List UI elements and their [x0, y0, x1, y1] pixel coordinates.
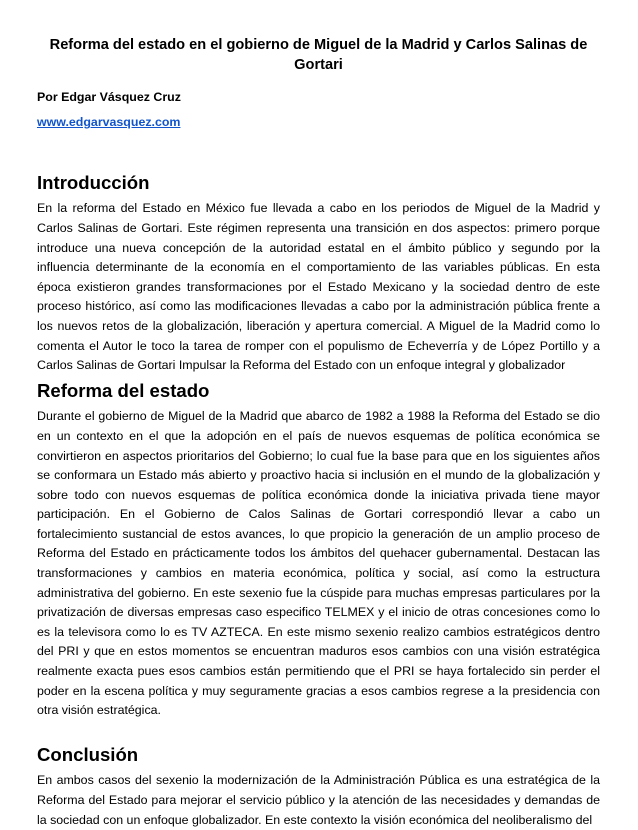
section-conclusion: [37, 745, 600, 830]
author-line: Por Edgar Vásquez Cruz: [37, 89, 181, 104]
website-link[interactable]: www.edgarvasquez.com: [37, 115, 181, 130]
section-reforma-del-estado: [37, 381, 600, 721]
document-title: Reforma del estado en el gobierno de Miguel de la Madrid y Carlos Salinas de Gortari: [49, 37, 588, 73]
section-heading: Conclusión: [37, 743, 139, 765]
section-heading: Reforma del estado: [37, 379, 210, 401]
section-paragraph: En ambos casos del sexenio la modernización de la Administración Pública es una estratégica de la Reforma del Estado para mejorar el servicio público y la atención de las necesidades y demandas de la sociedad con un enfoque globalizador. En este contexto la visión económica del neoliberalismo del: [37, 773, 600, 827]
section-paragraph: En la reforma del Estado en México fue llevada a cabo en los periodos de Miguel de la Madrid y Carlos Salinas de Gortari. Este régimen representa una transición en dos aspectos: primero porque introduce una nueva concepción de la autoridad estatal en el ámbito público y segundo por la influencia determinante de la economía en el comportamiento de las variables públicas. En esta época existieron grandes transformaciones por el Estado Mexicano y la sociedad dentro de este proceso histórico, así como las modificaciones llevadas a cabo por la administración pública frente a los nuevos retos de la globalización, liberación y apertura comercial. A Miguel de la Madrid como lo comenta el Autor le toco la tarea de romper con el populismo de Echeverría y de López Portillo y a Carlos Salinas de Gortari Impulsar la Reforma del Estado con un enfoque integral y globalizador: [37, 201, 600, 373]
section-heading: Introducción: [37, 171, 150, 193]
section-paragraph: Durante el gobierno de Miguel de la Madrid que abarco de 1982 a 1988 la Reforma del Estado se dio en un contexto en el que la adopción en el país de nuevos esquemas de política económica se convirtieron en aspectos prioritarios del Gobierno; lo cual fue la base para que en los siguientes años se conformara un Estado más abierto y proactivo hacia si inclusión en el mundo de la globalización y sobre todo con nuevos esquemas de política económica donde la iniciativa privada tiene mayor participación. En el Gobierno de Calos Salinas de Gortari correspondió llevar a cabo un fortalecimiento sustancial de estos avances, lo que propicio la generación de un amplio proceso de Reforma del Estado en prácticamente todos los ámbitos del quehacer gubernamental. Destacan las transformaciones y cambios en materia económica, política y social, así como la estructura administrativa del gobierno. En este sexenio fue la cúspide para muchas empresas particulares por la privatización de diversas empresas caso especifico TELMEX y el inicio de otras concesiones como lo es la televisora como lo es TV AZTECA. En este mismo sexenio realizo cambios estratégicos dentro del PRI y que en estos momentos se encuentran maduros esos cambios con una visión estratégica realmente exacta pues esos cambios están permitiendo que el PRI se haya fortalecido sin perder el poder en la escena política y muy seguramente gracias a esos cambios regrese a la presidencia con otra visión estratégica.: [37, 409, 600, 718]
section-introduccion: [37, 173, 600, 376]
